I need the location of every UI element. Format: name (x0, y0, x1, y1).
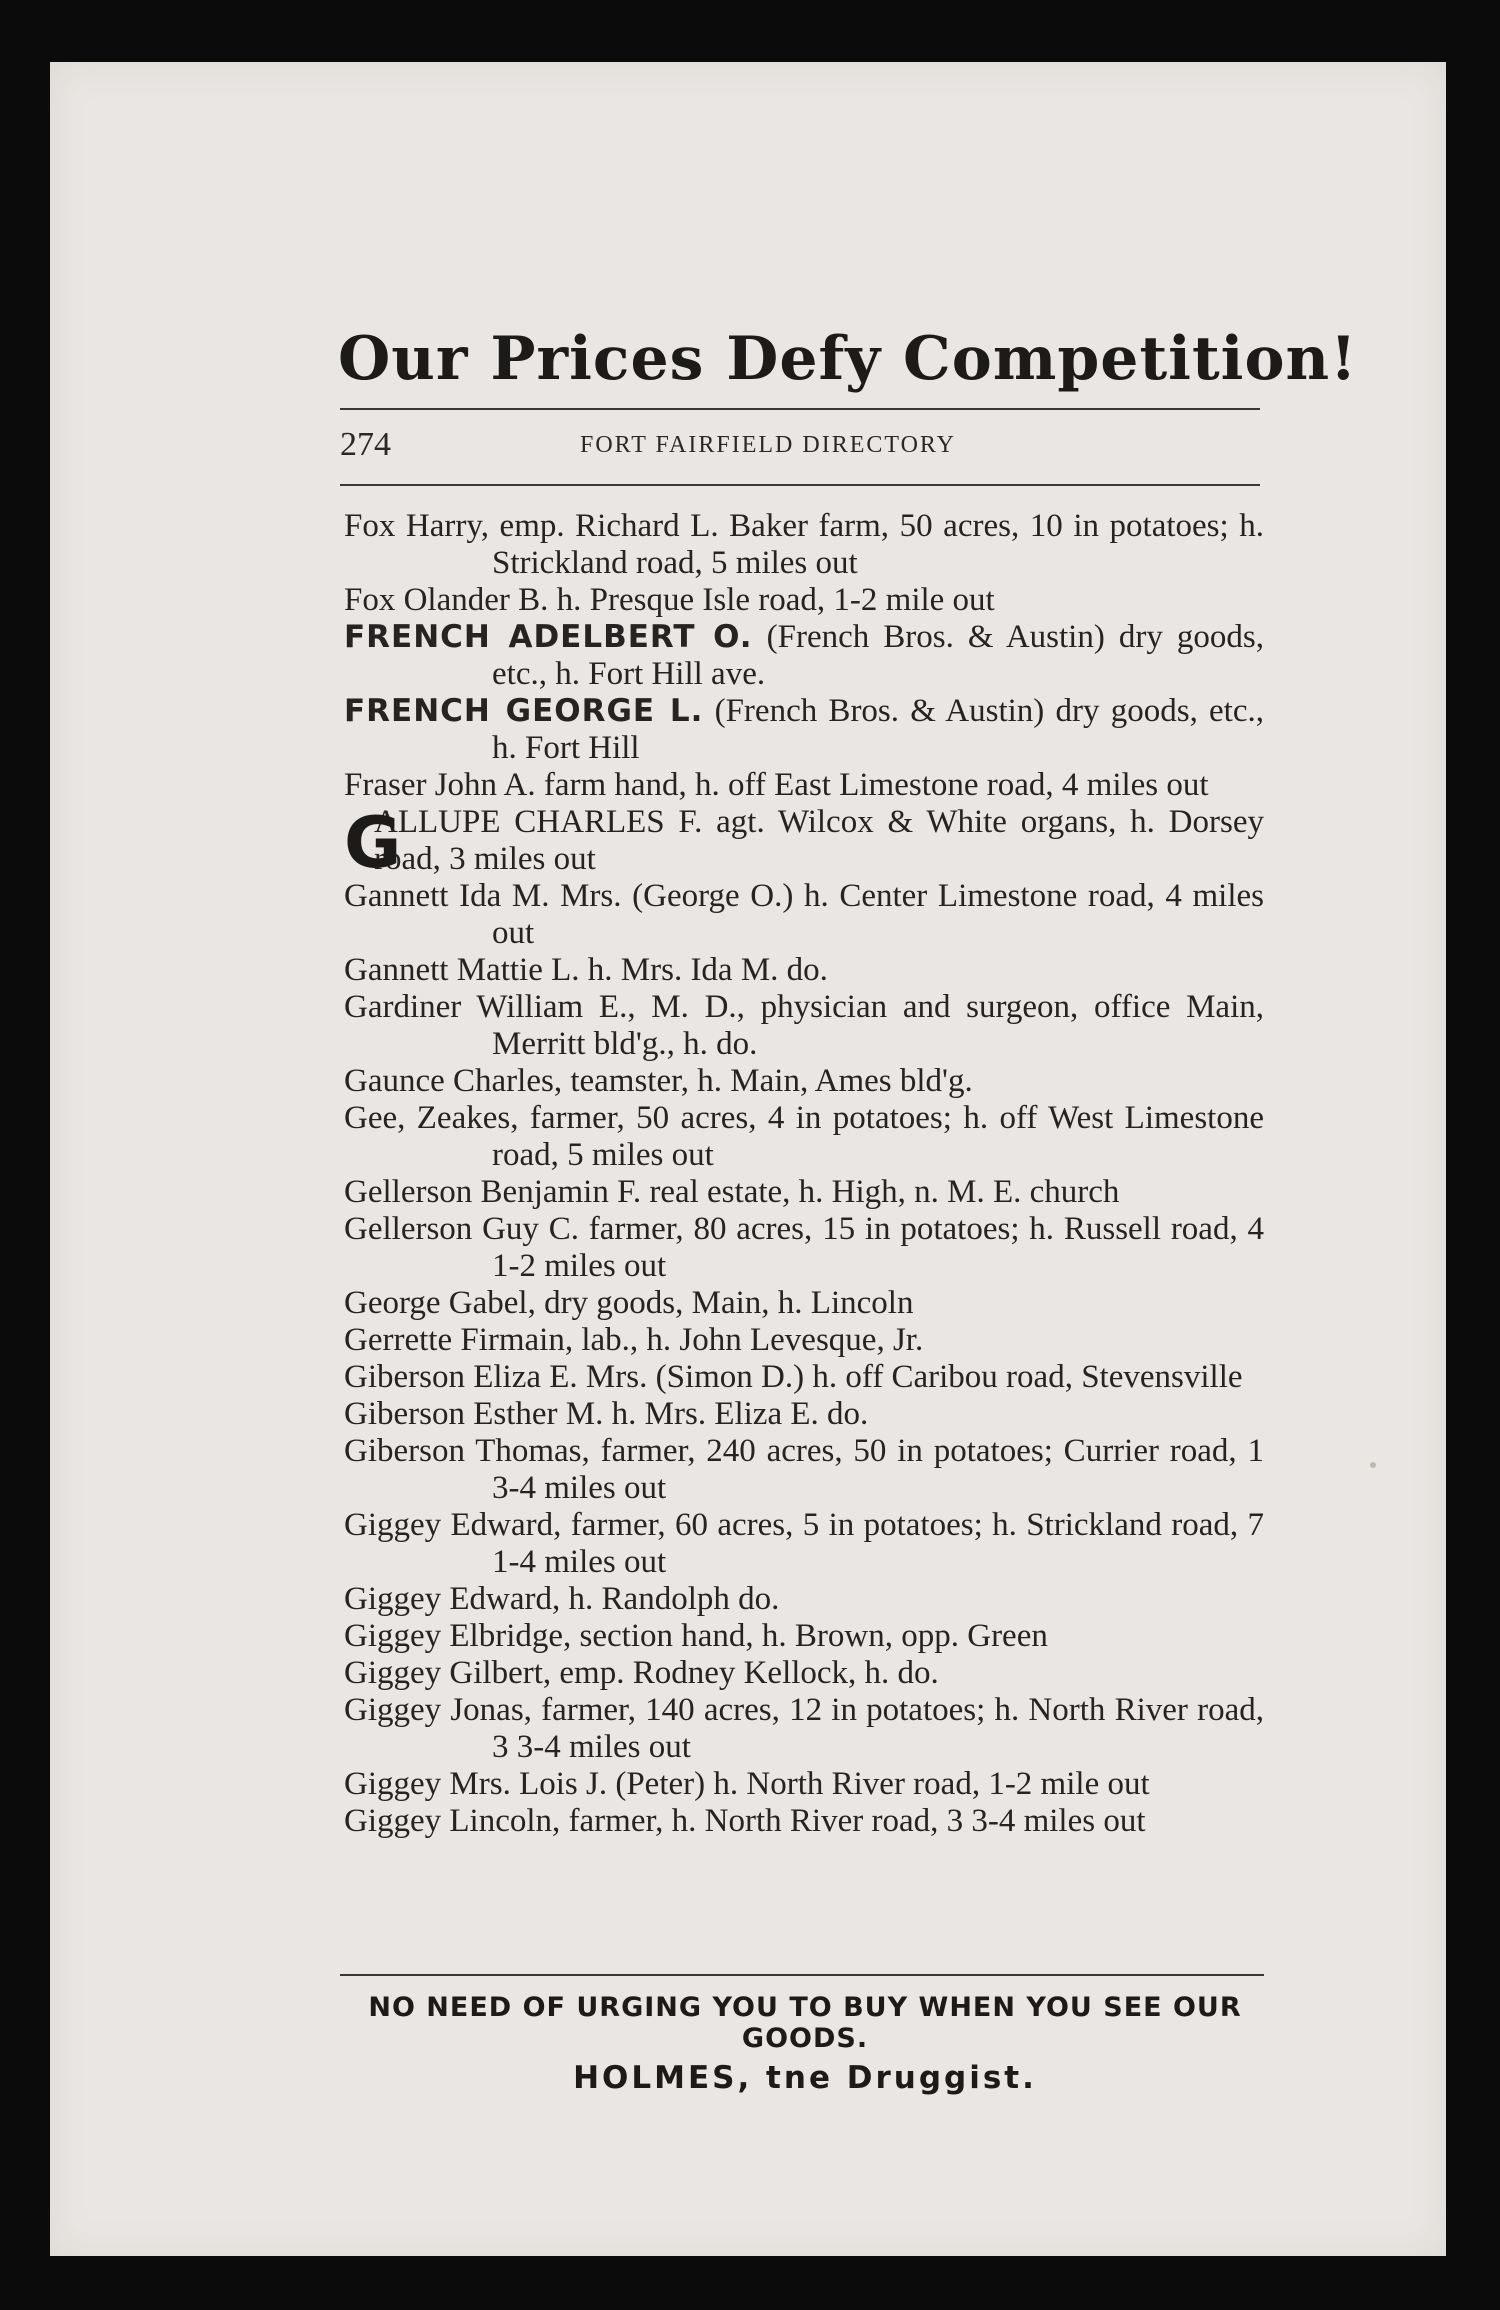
drop-cap-letter: G (344, 802, 402, 884)
entry-details: h. Mrs. Ida M. do. (579, 952, 828, 988)
header-rule-top (340, 408, 1260, 410)
entry-name: Gellerson Benjamin F. (344, 1174, 642, 1210)
entry-details: lab., h. John Levesque, Jr. (573, 1322, 924, 1358)
running-head (340, 420, 1260, 476)
entry-name: Giggey Lincoln, (344, 1803, 561, 1839)
entry-name: Gellerson Guy C. (344, 1211, 579, 1247)
entry-details: farm hand, h. off East Limestone road, 4 miles out (535, 767, 1209, 803)
directory-entries (344, 508, 1264, 1840)
entry-name: FRENCH ADELBERT O. (344, 619, 753, 655)
entry-details: (French Bros. & Austin) dry goods, etc., h. Fort Hill (492, 693, 1264, 766)
entry-name: Gerrette Firmain, (344, 1322, 574, 1358)
directory-entry (344, 1359, 1264, 1396)
entry-details: farmer, 50 acres, 4 in potatoes; h. off West Limestone road, 5 miles out (492, 1100, 1264, 1173)
directory-entry (344, 1766, 1264, 1803)
directory-entry (344, 1618, 1264, 1655)
entry-details: (French Bros. & Austin) dry goods, etc., h. Fort Hill ave. (492, 619, 1264, 692)
entry-details: farmer, 140 acres, 12 in potatoes; h. North River road, 3 3-4 miles out (492, 1692, 1264, 1765)
directory-entry (344, 1581, 1264, 1618)
directory-entry (344, 508, 1264, 582)
entry-details: real estate, h. High, n. M. E. church (641, 1174, 1120, 1210)
entry-details: emp. Richard L. Baker farm, 50 acres, 10 in potatoes; h. Strickland road, 5 miles out (488, 508, 1264, 581)
entry-details: h. Randolph do. (560, 1581, 780, 1617)
entry-details: (Simon D.) h. off Caribou road, Stevensville (647, 1359, 1243, 1395)
directory-entry (344, 767, 1264, 804)
entry-name: Gannett Mattie L. (344, 952, 580, 988)
footer-rule (340, 1974, 1264, 1976)
directory-entry (344, 1655, 1264, 1692)
entry-details: farmer, 60 acres, 5 in potatoes; h. Strickland road, 7 1-4 miles out (492, 1507, 1264, 1580)
entry-details: farmer, 80 acres, 15 in potatoes; h. Russell road, 4 1-2 miles out (492, 1211, 1265, 1284)
directory-entry (344, 1285, 1264, 1322)
directory-entry (344, 952, 1264, 989)
entry-name: Gardiner William E., M. D., (344, 989, 745, 1025)
directory-entry (344, 1396, 1264, 1433)
directory-entry (344, 1803, 1264, 1840)
paper-speck (1370, 1462, 1376, 1468)
entry-details: (George O.) h. Center Limestone road, 4 miles out (492, 878, 1264, 951)
entry-name: Giberson Eliza E. Mrs. (344, 1359, 648, 1395)
directory-page (50, 62, 1446, 2256)
directory-entry (344, 1174, 1264, 1211)
advertisement-footer (340, 1992, 1270, 2096)
directory-entry (344, 1433, 1264, 1507)
entry-name: ALLUPE CHARLES F. (374, 804, 703, 840)
directory-entry (344, 1322, 1264, 1359)
directory-entry (344, 582, 1264, 619)
directory-entry (344, 1211, 1264, 1285)
entry-name: Gannett Ida M. Mrs. (344, 878, 622, 914)
header-rule-bottom (340, 484, 1260, 486)
entry-details: agt. Wilcox & White organs, h. Dorsey road, 3 miles out (374, 804, 1264, 877)
directory-entry (344, 989, 1264, 1063)
directory-entry (344, 1063, 1264, 1100)
entry-details: teamster, h. Main, Ames bld'g. (562, 1063, 973, 1099)
entry-name: Giggey Gilbert, (344, 1655, 552, 1691)
entry-name: Giberson Esther M. (344, 1396, 604, 1432)
entry-details: farmer, h. North River road, 3 3-4 miles out (560, 1803, 1146, 1839)
entry-name: Fraser John A. (344, 767, 536, 803)
directory-entry (344, 1100, 1264, 1174)
entry-details: farmer, 240 acres, 50 in potatoes; Currier road, 1 3-4 miles out (492, 1433, 1264, 1506)
entry-name: Fox Harry, (344, 508, 489, 544)
directory-entry-bold (344, 619, 1264, 693)
entry-name: Giggey Mrs. Lois J. (344, 1766, 608, 1802)
entry-name: Gee, Zeakes, (344, 1100, 519, 1136)
page-number: 274 (340, 426, 391, 463)
directory-entry (344, 1692, 1264, 1766)
directory-entry (344, 1507, 1264, 1581)
entry-name: Giberson Thomas, (344, 1433, 590, 1469)
directory-entry-bold (344, 693, 1264, 767)
entry-name: Giggey Edward, (344, 1507, 562, 1543)
entry-name: Giggey Jonas, (344, 1692, 532, 1728)
directory-entry-dropcap (344, 802, 1264, 884)
footer-signature: HOLMES, tne Druggist. (573, 2060, 1037, 2096)
entry-details: physician and surgeon, office Main, Merritt bld'g., h. do. (492, 989, 1264, 1062)
entry-details: h. Mrs. Eliza E. do. (603, 1396, 869, 1432)
entry-details: dry goods, Main, h. Lincoln (535, 1285, 914, 1321)
footer-slogan: NO NEED OF URGING YOU TO BUY WHEN YOU SEE OUR GOODS. (368, 1992, 1242, 2054)
entry-name: Giggey Elbridge, (344, 1618, 572, 1654)
directory-entry (344, 878, 1264, 952)
entry-name: Fox Olander B. (344, 582, 549, 618)
entry-name: Giggey Edward, (344, 1581, 561, 1617)
advertisement-headline: Our Prices Defy Competition! (338, 324, 1358, 394)
entry-details: (Peter) h. North River road, 1-2 mile out (607, 1766, 1150, 1802)
entry-details: emp. Rodney Kellock, h. do. (551, 1655, 939, 1691)
entry-details: h. Presque Isle road, 1-2 mile out (548, 582, 995, 618)
running-title: FORT FAIRFIELD DIRECTORY (580, 432, 956, 458)
entry-details: section hand, h. Brown, opp. Green (571, 1618, 1048, 1654)
entry-name: FRENCH GEORGE L. (344, 693, 704, 729)
entry-name: George Gabel, (344, 1285, 536, 1321)
entry-name: Gaunce Charles, (344, 1063, 563, 1099)
